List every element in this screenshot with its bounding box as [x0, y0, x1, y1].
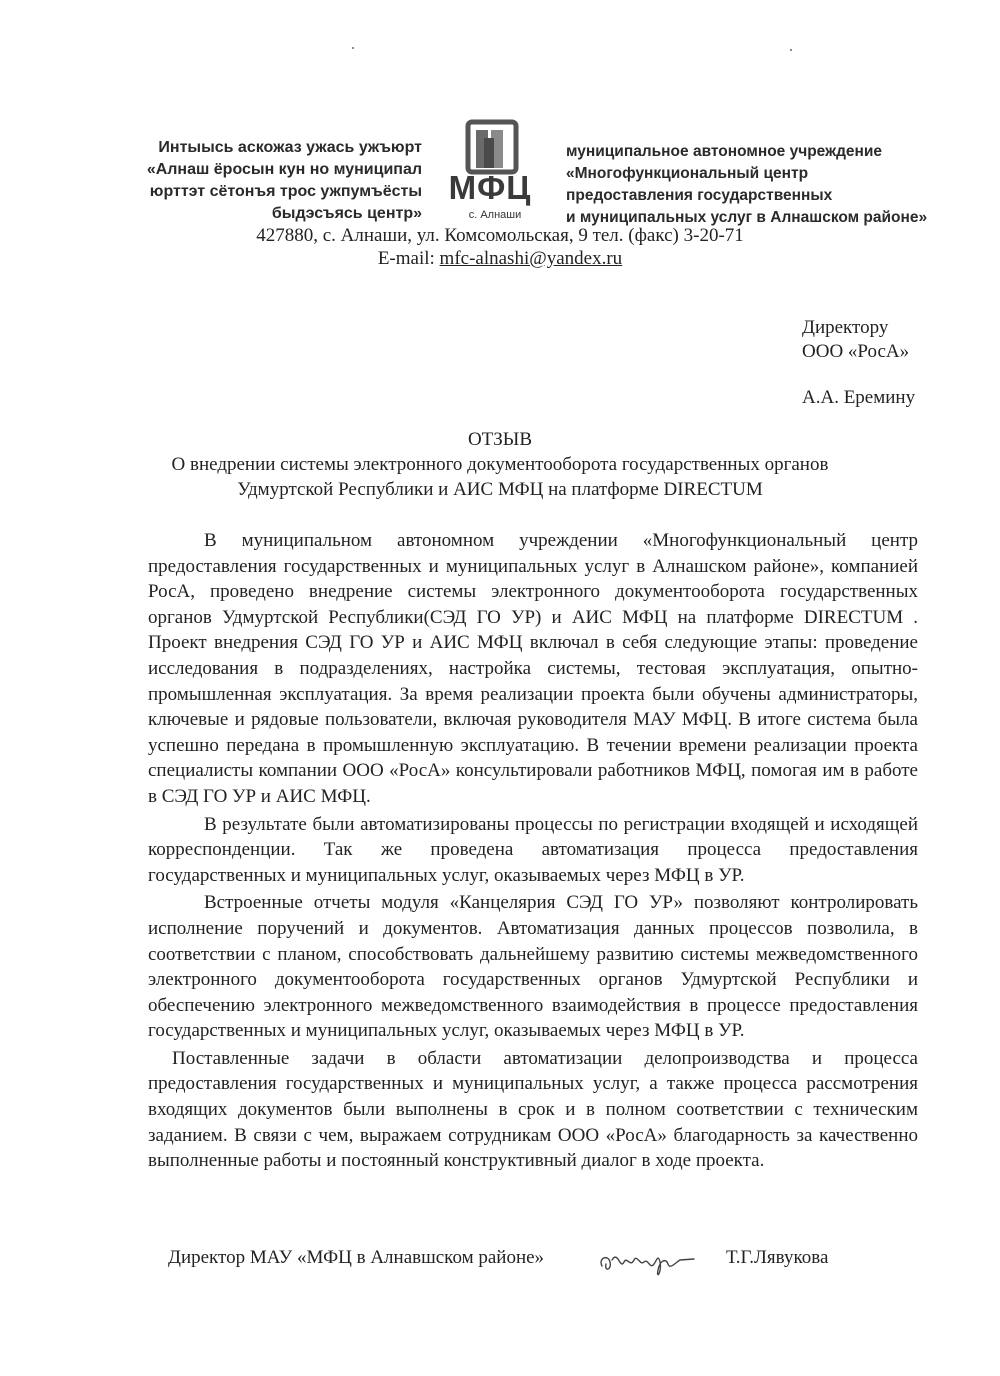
letterhead-left-line: юрттэт сётонъя трос ужпумъёсты	[149, 183, 422, 200]
letterhead-russian-name	[566, 141, 966, 229]
letterhead-right-line: муниципальное автономное учреждение	[566, 143, 883, 160]
document-title	[0, 427, 1000, 502]
body-paragraph: В муниципальном автономном учреждении «Многофункциональный центр предоставления государственных и муниципальных услуг в Алнашском районе», компанией РосА, проведено внедрение системы электронного документооборота государственных органов Удмуртской Республики(СЭД ГО УР) и АИС МФЦ на платформе DIRECTUM . Проект внедрения СЭД ГО УР и АИС МФЦ включал в себя следующие этапы: проведение исследования в подразделениях, настройка системы, тестовая эксплуатация, опытно-промышленная эксплуатация. За время реализации проекта были обучены администраторы, ключевые и рядовые пользователи, включая руководителя МАУ МФЦ. В итоге система была успешно передана в промышленную эксплуатацию. В течении времени реализации проекта специалисты компании ООО «РосА» консультировали работников МФЦ, помогая им в работе в СЭД ГО УР и АИС МФЦ.	[148, 530, 918, 807]
signatory-role: Директор МАУ «МФЦ в Алнавшском районе»	[168, 1247, 545, 1268]
addressee-block	[802, 316, 982, 410]
handwritten-signature	[594, 1240, 704, 1284]
email-line	[0, 247, 1000, 271]
logo-name: МФЦ	[448, 169, 532, 206]
scan-speck	[352, 47, 354, 49]
addressee-company: ООО «РосА»	[802, 341, 910, 362]
letterhead-udmurt-name	[110, 137, 422, 225]
email-prefix: E-mail:	[377, 248, 440, 269]
letterhead-right-line: «Многофункциональный центр	[566, 165, 809, 182]
addressee-position: Директору	[802, 317, 889, 338]
document-subtitle: Удмуртской Республики и АИС МФЦ на платформе DIRECTUM	[237, 479, 763, 500]
addressee-name: А.А. Еремину	[802, 387, 916, 408]
letterhead-left-line: Интыысь аскожаз ужась ужъюрт	[158, 139, 422, 156]
letterhead-left-line: «Алнаш ёросын кун но муниципал	[146, 161, 422, 178]
document-heading: ОТЗЫВ	[467, 429, 533, 450]
email-link[interactable]: mfc-alnashi@yandex.ru	[439, 248, 623, 269]
body-paragraph: В результате были автоматизированы процессы по регистрации входящей и исходящей корреспонденции. Так же проведена автоматизация процесса предоставления государственных и муниципальных услуг, оказываемых через МФЦ в УР.	[148, 813, 918, 886]
document-subtitle: О внедрении системы электронного документооборота государственных органов	[171, 454, 829, 475]
postal-address: 427880, с. Алнаши, ул. Комсомольская, 9 тел. (факс) 3-20-71	[256, 225, 744, 246]
body-paragraph: Встроенные отчеты модуля «Канцелярия СЭД ГО УР» позволяют контролировать исполнение поручений и документов. Автоматизация данных процессов позволила, в соответствии с планом, способствовать дальнейшему развитию системы межведомственного электронного документооборота государственных органов Удмуртской Республики и обеспечению электронного межведомственного взаимодействия в процессе предоставления государственных и муниципальных услуг, оказываемых через МФЦ в УР.	[148, 892, 918, 1042]
letterhead-left-line: быдэсъясь центр»	[271, 205, 422, 222]
letterhead-right-line: предоставления государственных	[566, 187, 833, 204]
body-paragraph: Поставленные задачи в области автоматизации делопроизводства и процесса предоставления государственных и муниципальных услуг, а также процесса рассмотрения входящих документов были выполнены в срок и в полном соответствии с техническим заданием. В связи с чем, выражаем сотрудникам ООО «РосА» благодарность за качественно выполненные работы и постоянный конструктивный диалог в ходе проекта.	[148, 1047, 918, 1172]
letterhead-right-line: и муниципальных услуг в Алнашском районе»	[566, 209, 928, 226]
logo-subtitle: с. Алнаши	[468, 209, 522, 221]
signatory-name: Т.Г.Лявукова	[726, 1247, 829, 1268]
scan-speck	[790, 49, 792, 51]
letter-body	[148, 528, 918, 1174]
